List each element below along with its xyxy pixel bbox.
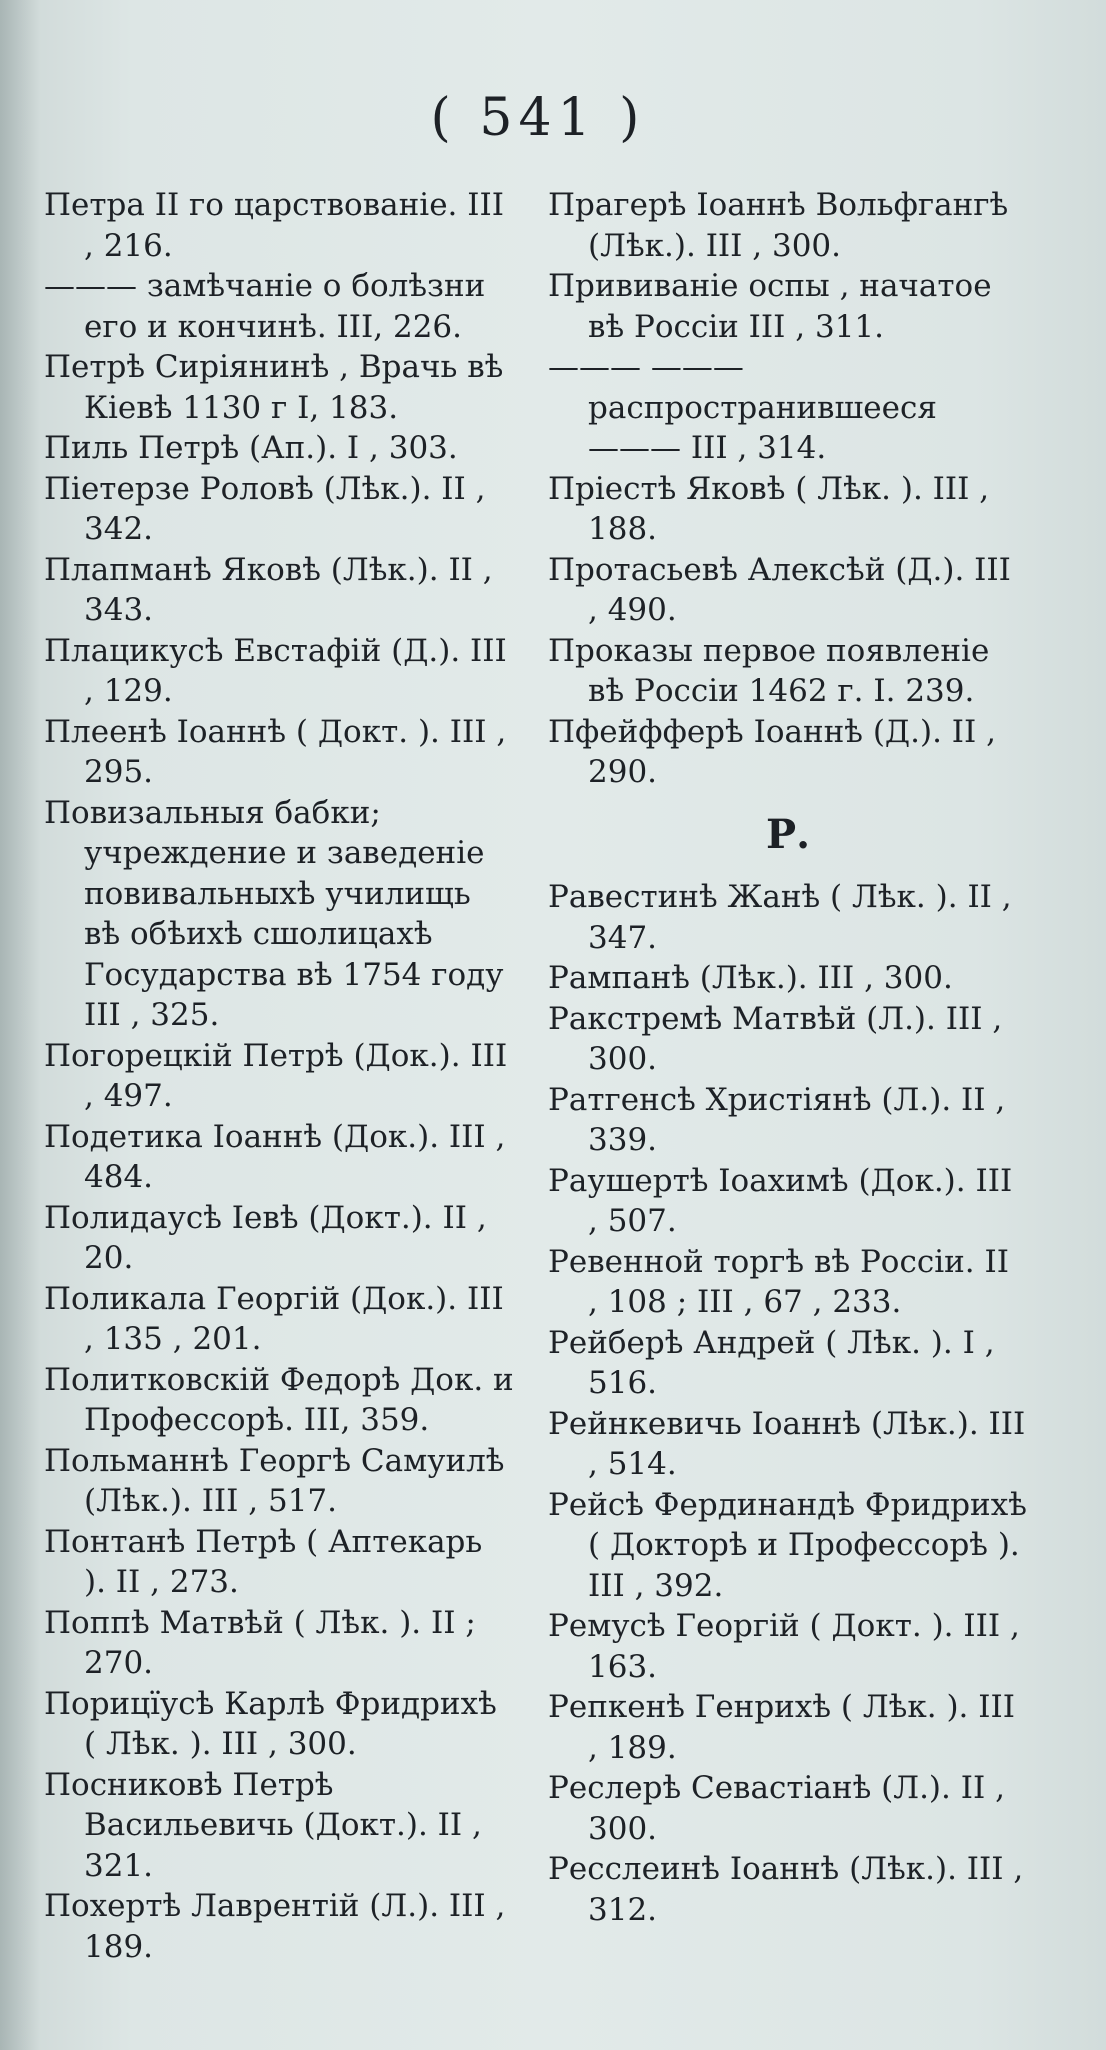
index-entry: Политковскій Федорѣ Док. и Профессорѣ. III, 359. <box>44 1361 514 1438</box>
page-edge-shadow <box>0 0 40 2050</box>
page-number: ( 541 ) <box>430 88 646 148</box>
index-entry: Плеенѣ Іоаннѣ ( Докт. ). III , 295. <box>44 713 507 790</box>
index-entry: Подетика Іоаннѣ (Док.). III , 484. <box>44 1118 506 1195</box>
index-entry: Ревенной торгѣ вѣ Россіи. II , 108 ; III , 67 , 233. <box>548 1243 1009 1320</box>
right-column <box>548 185 1028 1930</box>
index-entry: Понтанѣ Петрѣ ( Аптекарь ). II , 273. <box>44 1523 483 1600</box>
index-entry: Пріестѣ Яковѣ ( Лѣк. ). III , 188. <box>548 470 990 547</box>
index-entry: Рейберѣ Андрей ( Лѣк. ). I , 516. <box>548 1324 995 1401</box>
index-entry: Петрѣ Сиріянинѣ , Врачь вѣ Кіевѣ 1130 г I, 183. <box>44 349 504 426</box>
index-entry: Петра II го царствованіе. III , 216. <box>44 187 505 264</box>
index-entry: Порицїусѣ Карлѣ Фридрихѣ ( Лѣк. ). III , 300. <box>44 1685 497 1762</box>
index-entry: Ракстремѣ Матвѣй (Л.). III , 300. <box>548 1000 1003 1077</box>
index-entry: Рампанѣ (Лѣк.). III , 300. <box>548 960 953 996</box>
index-entry: Ремусѣ Георгій ( Докт. ). III , 163. <box>548 1608 1020 1685</box>
index-entry: Погорецкій Петрѣ (Док.). III , 497. <box>44 1037 508 1114</box>
index-entry: Пиль Петрѣ (Ап.). I , 303. <box>44 430 458 466</box>
index-entry: Проказы первое появленіе вѣ Россіи 1462 г. I. 239. <box>548 632 990 709</box>
index-entry: Прагерѣ Іоаннѣ Вольфгангѣ (Лѣк.). III , 300. <box>548 187 1009 264</box>
section-letter-heading: Р. <box>765 810 810 858</box>
index-entry: Рейсѣ Фердинандѣ Фридрихѣ ( Докторѣ и Профессорѣ ). III , 392. <box>548 1486 1027 1604</box>
index-entry: Похертѣ Лаврентій (Л.). III , 189. <box>44 1888 506 1965</box>
index-entry: Посниковѣ Петрѣ Васильевичь (Докт.). II , 321. <box>44 1766 482 1884</box>
index-entry: Польманнѣ Георгѣ Самуилѣ (Лѣк.). III , 517. <box>44 1442 505 1519</box>
index-entry: Протасьевѣ Алексѣй (Д.). III , 490. <box>548 551 1011 628</box>
index-entry: Реслерѣ Севастіанѣ (Л.). II , 300. <box>548 1770 1005 1847</box>
index-entry: ——— замѣчаніе о болѣзни его и кончинѣ. III, 226. <box>44 268 486 345</box>
index-entry: Ратгенсѣ Христіянѣ (Л.). II , 339. <box>548 1081 1006 1158</box>
index-entry: Поликала Георгій (Док.). III , 135 , 201. <box>44 1280 504 1357</box>
index-entry: Повизальныя бабки; учреждение и заведеніе повивальныхѣ училищь вѣ обѣихѣ сшолицахѣ Государства вѣ 1754 году III , 325. <box>44 794 504 1033</box>
index-entry: Ресслеинѣ Іоаннѣ (Лѣк.). III , 312. <box>548 1851 1024 1928</box>
index-entry: Прививаніе оспы , начатое вѣ Россіи III , 311. <box>548 268 992 345</box>
index-entry: Поппѣ Матвѣй ( Лѣк. ). II ; 270. <box>44 1604 476 1681</box>
index-entry: Рейнкевичь Іоаннѣ (Лѣк.). III , 514. <box>548 1405 1026 1482</box>
index-entry: Равестинѣ Жанѣ ( Лѣк. ). II , 347. <box>548 879 1012 956</box>
index-entry: ——— ——— распространившееся ——— III , 314. <box>548 349 937 466</box>
index-entry: Пфейфферѣ Іоаннѣ (Д.). II , 290. <box>548 713 996 790</box>
index-entry: Репкенѣ Генрихѣ ( Лѣк. ). III , 189. <box>548 1689 1015 1766</box>
index-entry: Плапманѣ Яковѣ (Лѣк.). II , 343. <box>44 551 493 628</box>
index-entry: Полидаусѣ Іевѣ (Докт.). II , 20. <box>44 1199 487 1276</box>
index-entry: Піетерзе Роловѣ (Лѣк.). II , 342. <box>44 470 486 547</box>
index-entry: Плацикусѣ Евстафій (Д.). III , 129. <box>44 632 507 709</box>
left-column <box>44 185 514 1967</box>
index-entry: Раушертѣ Іоахимѣ (Док.). III , 507. <box>548 1162 1013 1239</box>
